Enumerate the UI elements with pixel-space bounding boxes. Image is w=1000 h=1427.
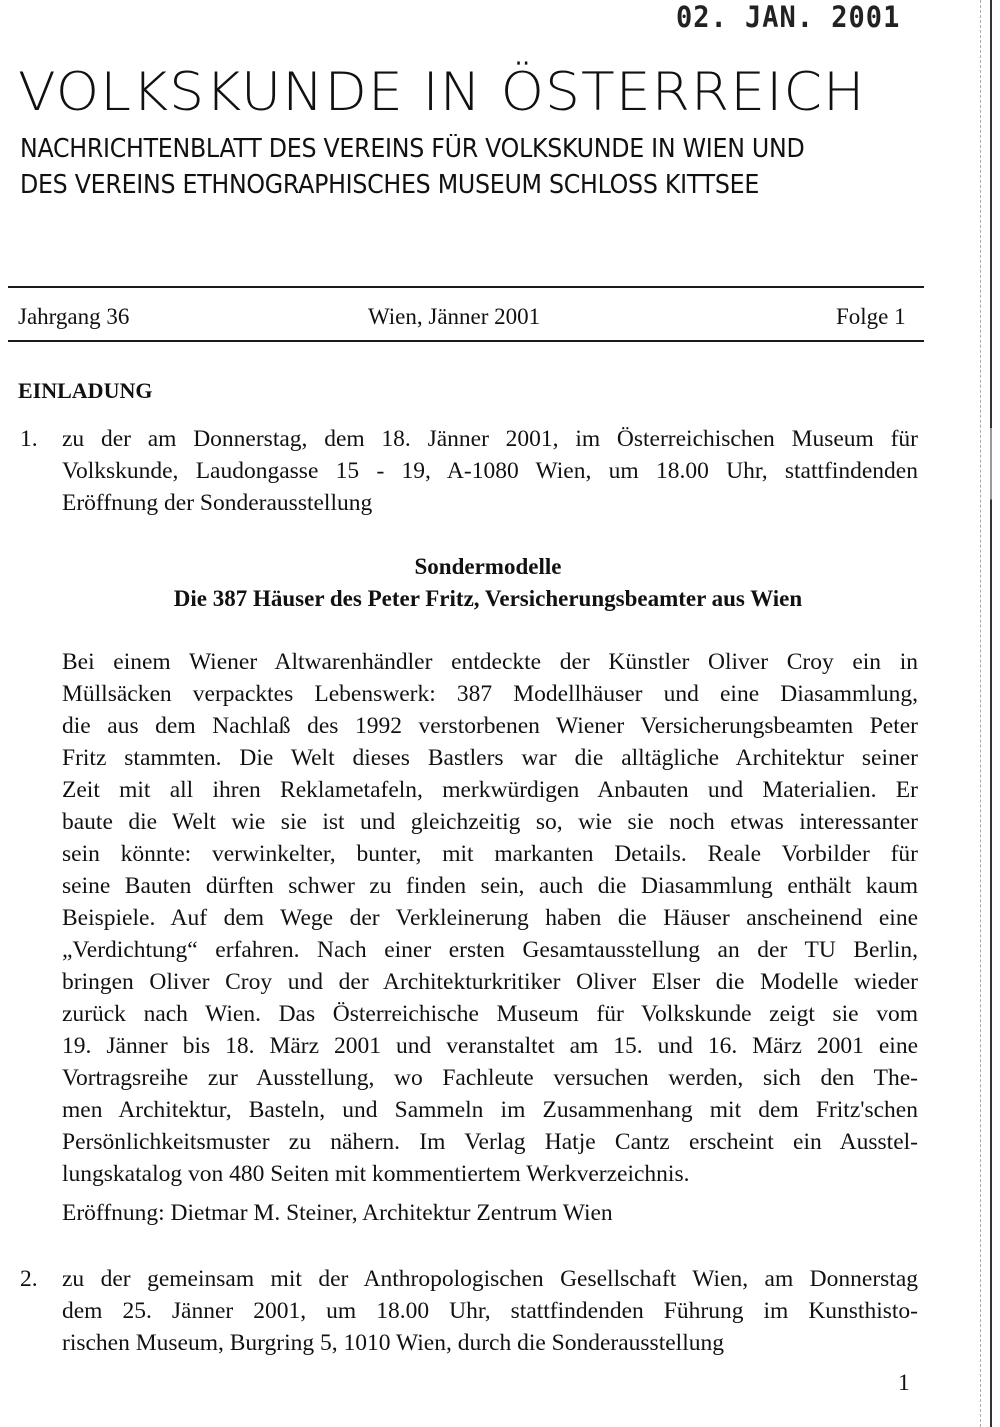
issue-number-label: Folge 1 [836,304,906,329]
body-line: Zeit mit all ihren Reklametafeln, merkwürdigen Anbauten und Materialien. Er [62,777,918,803]
body-line: Fritz stammten. Die Welt dieses Bastlers war die alltägliche Architektur seiner [62,745,918,771]
body-line: zurück nach Wien. Das Österreichische Museum für Volkskunde zeigt sie vom [62,1001,918,1027]
item-line: zu der gemeinsam mit der Anthropologischen Gesellschaft Wien, am Donnerstag [62,1266,918,1292]
exhibition-title: Sondermodelle [414,554,562,579]
body-line: Müllsäcken verpacktes Lebenswerk: 387 Modellhäuser und eine Diasammlung, [62,681,918,707]
item-line: Volkskunde, Laudongasse 15 - 19, A-1080 Wien, um 18.00 Uhr, stattfindenden [62,458,918,484]
page-number: 1 [898,1370,910,1396]
volume-label: Jahrgang 36 [18,304,130,329]
body-line: Beispiele. Auf dem Wege der Verkleinerung haben die Häuser anscheinend eine [62,905,918,931]
masthead-subtitle-line-2: DES VEREINS ETHNOGRAPHISCHES MUSEUM SCHLOSS KITTSEE [20,170,760,200]
body-line: seine Bauten dürften schwer zu finden sein, auch die Diasammlung enthält kaum [62,873,918,899]
scan-edge [990,0,992,1427]
exhibition-subtitle: Die 387 Häuser des Peter Fritz, Versicherungsbeamter aus Wien [173,586,803,611]
body-line: lungskatalog von 480 Seiten mit kommentiertem Werkverzeichnis. [62,1161,690,1187]
body-line: 19. Jänner bis 18. März 2001 und veranstaltet am 15. und 16. März 2001 eine [62,1033,918,1059]
top-rule [8,286,924,288]
scan-edge-dotted [980,0,982,1427]
item-line: Eröffnung der Sonderausstellung [62,490,373,516]
masthead-title: VOLKSKUNDE IN ÖSTERREICH [18,62,866,123]
item-line: zu der am Donnerstag, dem 18. Jänner 2001, im Österreichischen Museum für [62,426,918,452]
body-line: men Architektur, Basteln, und Sammeln im Zusammenhang mit dem Fritz'schen [62,1097,918,1123]
body-line: die aus dem Nachlaß des 1992 verstorbenen Wiener Versicherungsbeamten Peter [62,713,918,739]
body-line: „Verdichtung“ erfahren. Nach einer ersten Gesamtausstellung an der TU Berlin, [62,937,918,963]
body-line: Bei einem Wiener Altwarenhändler entdeckte der Künstler Oliver Croy ein in [62,649,918,675]
item-line: rischen Museum, Burgring 5, 1010 Wien, durch die Sonderausstellung [62,1330,724,1356]
item-number: 1. [20,426,38,452]
received-date-stamp: 02. JAN. 2001 [676,0,901,35]
body-line: baute die Welt wie sie ist und gleichzeitig so, wie sie noch etwas interessanter [62,809,918,835]
body-line: Vortragsreihe zur Ausstellung, wo Fachleute versuchen werden, sich den The- [62,1065,918,1091]
section-heading: EINLADUNG [18,378,153,403]
opening-speaker: Eröffnung: Dietmar M. Steiner, Architektur Zentrum Wien [62,1200,613,1226]
body-line: bringen Oliver Croy und der Architekturkritiker Oliver Elser die Modelle wieder [62,969,918,995]
body-line: Persönlichkeitsmuster zu nähern. Im Verlag Hatje Cantz erscheint ein Ausstel- [62,1129,918,1155]
bottom-rule [8,340,924,342]
body-line: sein könnte: verwinkelter, bunter, mit markanten Details. Reale Vorbilder für [62,841,918,867]
item-line: dem 25. Jänner 2001, um 18.00 Uhr, stattfindenden Führung im Kunsthisto- [62,1298,918,1324]
masthead-subtitle-line-1: NACHRICHTENBLATT DES VEREINS FÜR VOLKSKUNDE IN WIEN UND [20,134,805,164]
place-date-label: Wien, Jänner 2001 [368,304,541,329]
item-number: 2. [20,1266,38,1292]
